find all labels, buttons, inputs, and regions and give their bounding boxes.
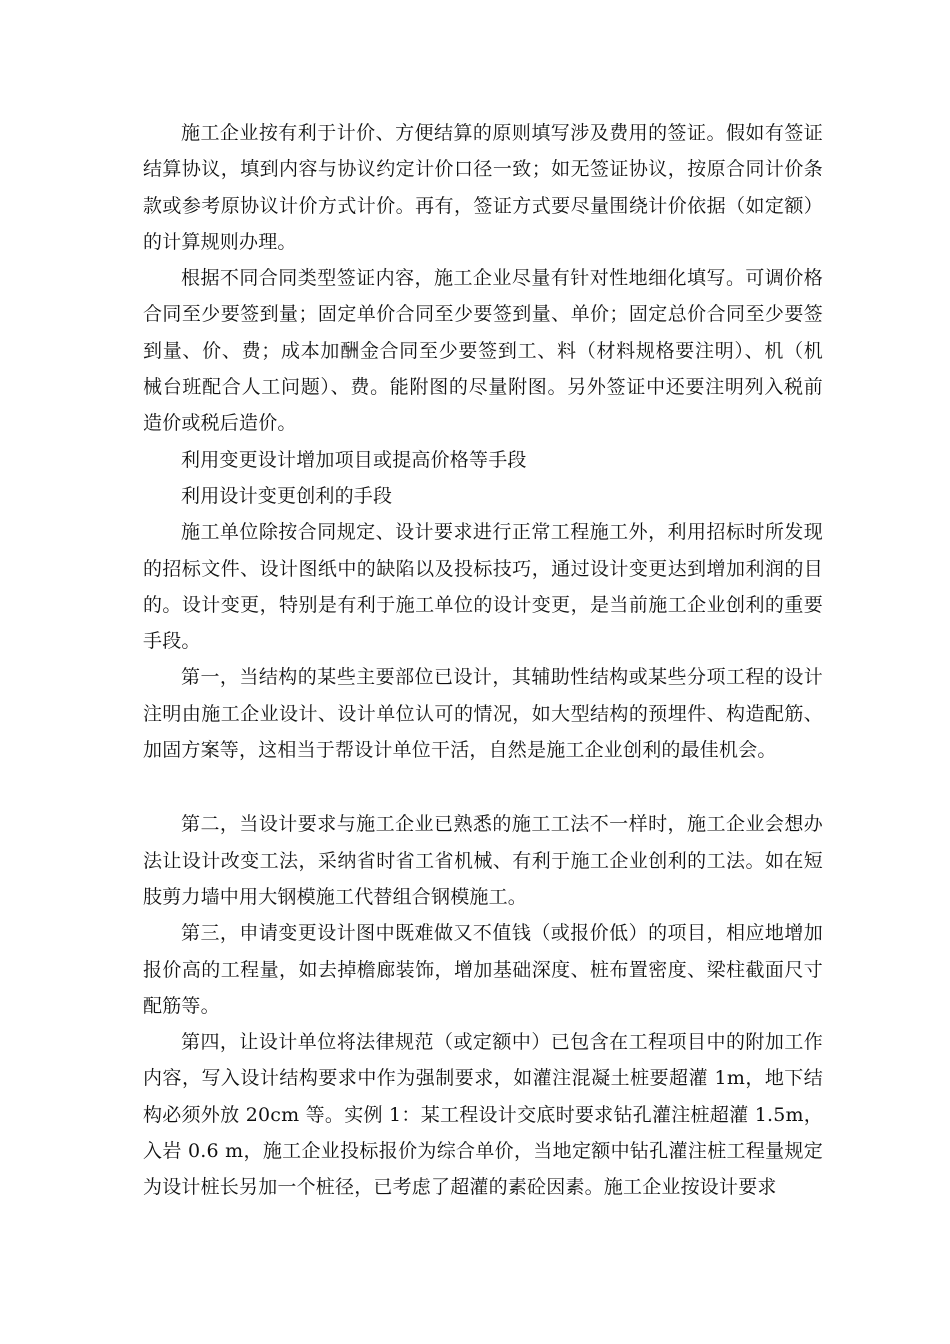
paragraph-construction-unit: 施工单位除按合同规定、设计要求进行正常工程施工外，利用招标时所发现的招标文件、设计图纸中的缺陷以及投标技巧，通过设计变更达到增加利润的目的。设计变更，特别是有利于施工单位的设计变更，是当前施工企业创利的重要手段。: [143, 521, 823, 653]
heading-design-change-means: 利用变更设计增加项目或提高价格等手段: [181, 448, 527, 471]
document-body: [143, 115, 823, 1206]
paragraph-visa-pricing: 施工企业按有利于计价、方便结算的原则填写涉及费用的签证。假如有签证结算协议，填到内容与协议约定计价口径一致；如无签证协议，按原合同计价条款或参考原协议计价方式计价。再有，签证方式要尽量围绕计价依据（如定额）的计算规则办理。: [143, 122, 823, 253]
paragraph-fourth: 第四，让设计单位将法律规范（或定额中）已包含在工程项目中的附加工作内容，写入设计结构要求中作为强制要求，如灌注混凝土桩要超灌 1m，地下结构必须外放 20cm 等。实例 1：某工程设计交底时要求钻孔灌注桩超灌 1.5m，入岩 0.6 m，施工企业投标报价为综合单价，当地定额中钻孔灌注桩工程量规定为设计桩长另加一个桩径，已考虑了超灌的素砼因素。施工企业按设计要求: [143, 1031, 823, 1199]
paragraph-first: 第一，当结构的某些主要部位已设计，其辅助性结构或某些分项工程的设计注明由施工企业设计、设计单位认可的情况，如大型结构的预埋件、构造配筋、加固方案等，这相当于帮设计单位干活，自然是施工企业创利的最佳机会。: [143, 666, 823, 762]
paragraph-contract-types: 根据不同合同类型签证内容，施工企业尽量有针对性地细化填写。可调价格合同至少要签到量；固定单价合同至少要签到量、单价；固定总价合同至少要签到量、价、费；成本加酬金合同至少要签到工、料（材料规格要注明）、机（机械台班配合人工问题）、费。能附图的尽量附图。另外签证中还要注明列入税前造价或税后造价。: [143, 267, 823, 435]
heading-design-change-profit: 利用设计变更创利的手段: [181, 484, 393, 507]
paragraph-third: 第三，申请变更设计图中既难做又不值钱（或报价低）的项目，相应地增加报价高的工程量，如去掉檐廊装饰，增加基础深度、桩布置密度、梁柱截面尺寸配筋等。: [143, 922, 823, 1017]
paragraph-second: 第二，当设计要求与施工企业已熟悉的施工工法不一样时，施工企业会想办法让设计改变工法，采纳省时省工省机械、有利于施工企业创利的工法。如在短肢剪力墙中用大钢模施工代替组合钢模施工。: [143, 813, 823, 908]
